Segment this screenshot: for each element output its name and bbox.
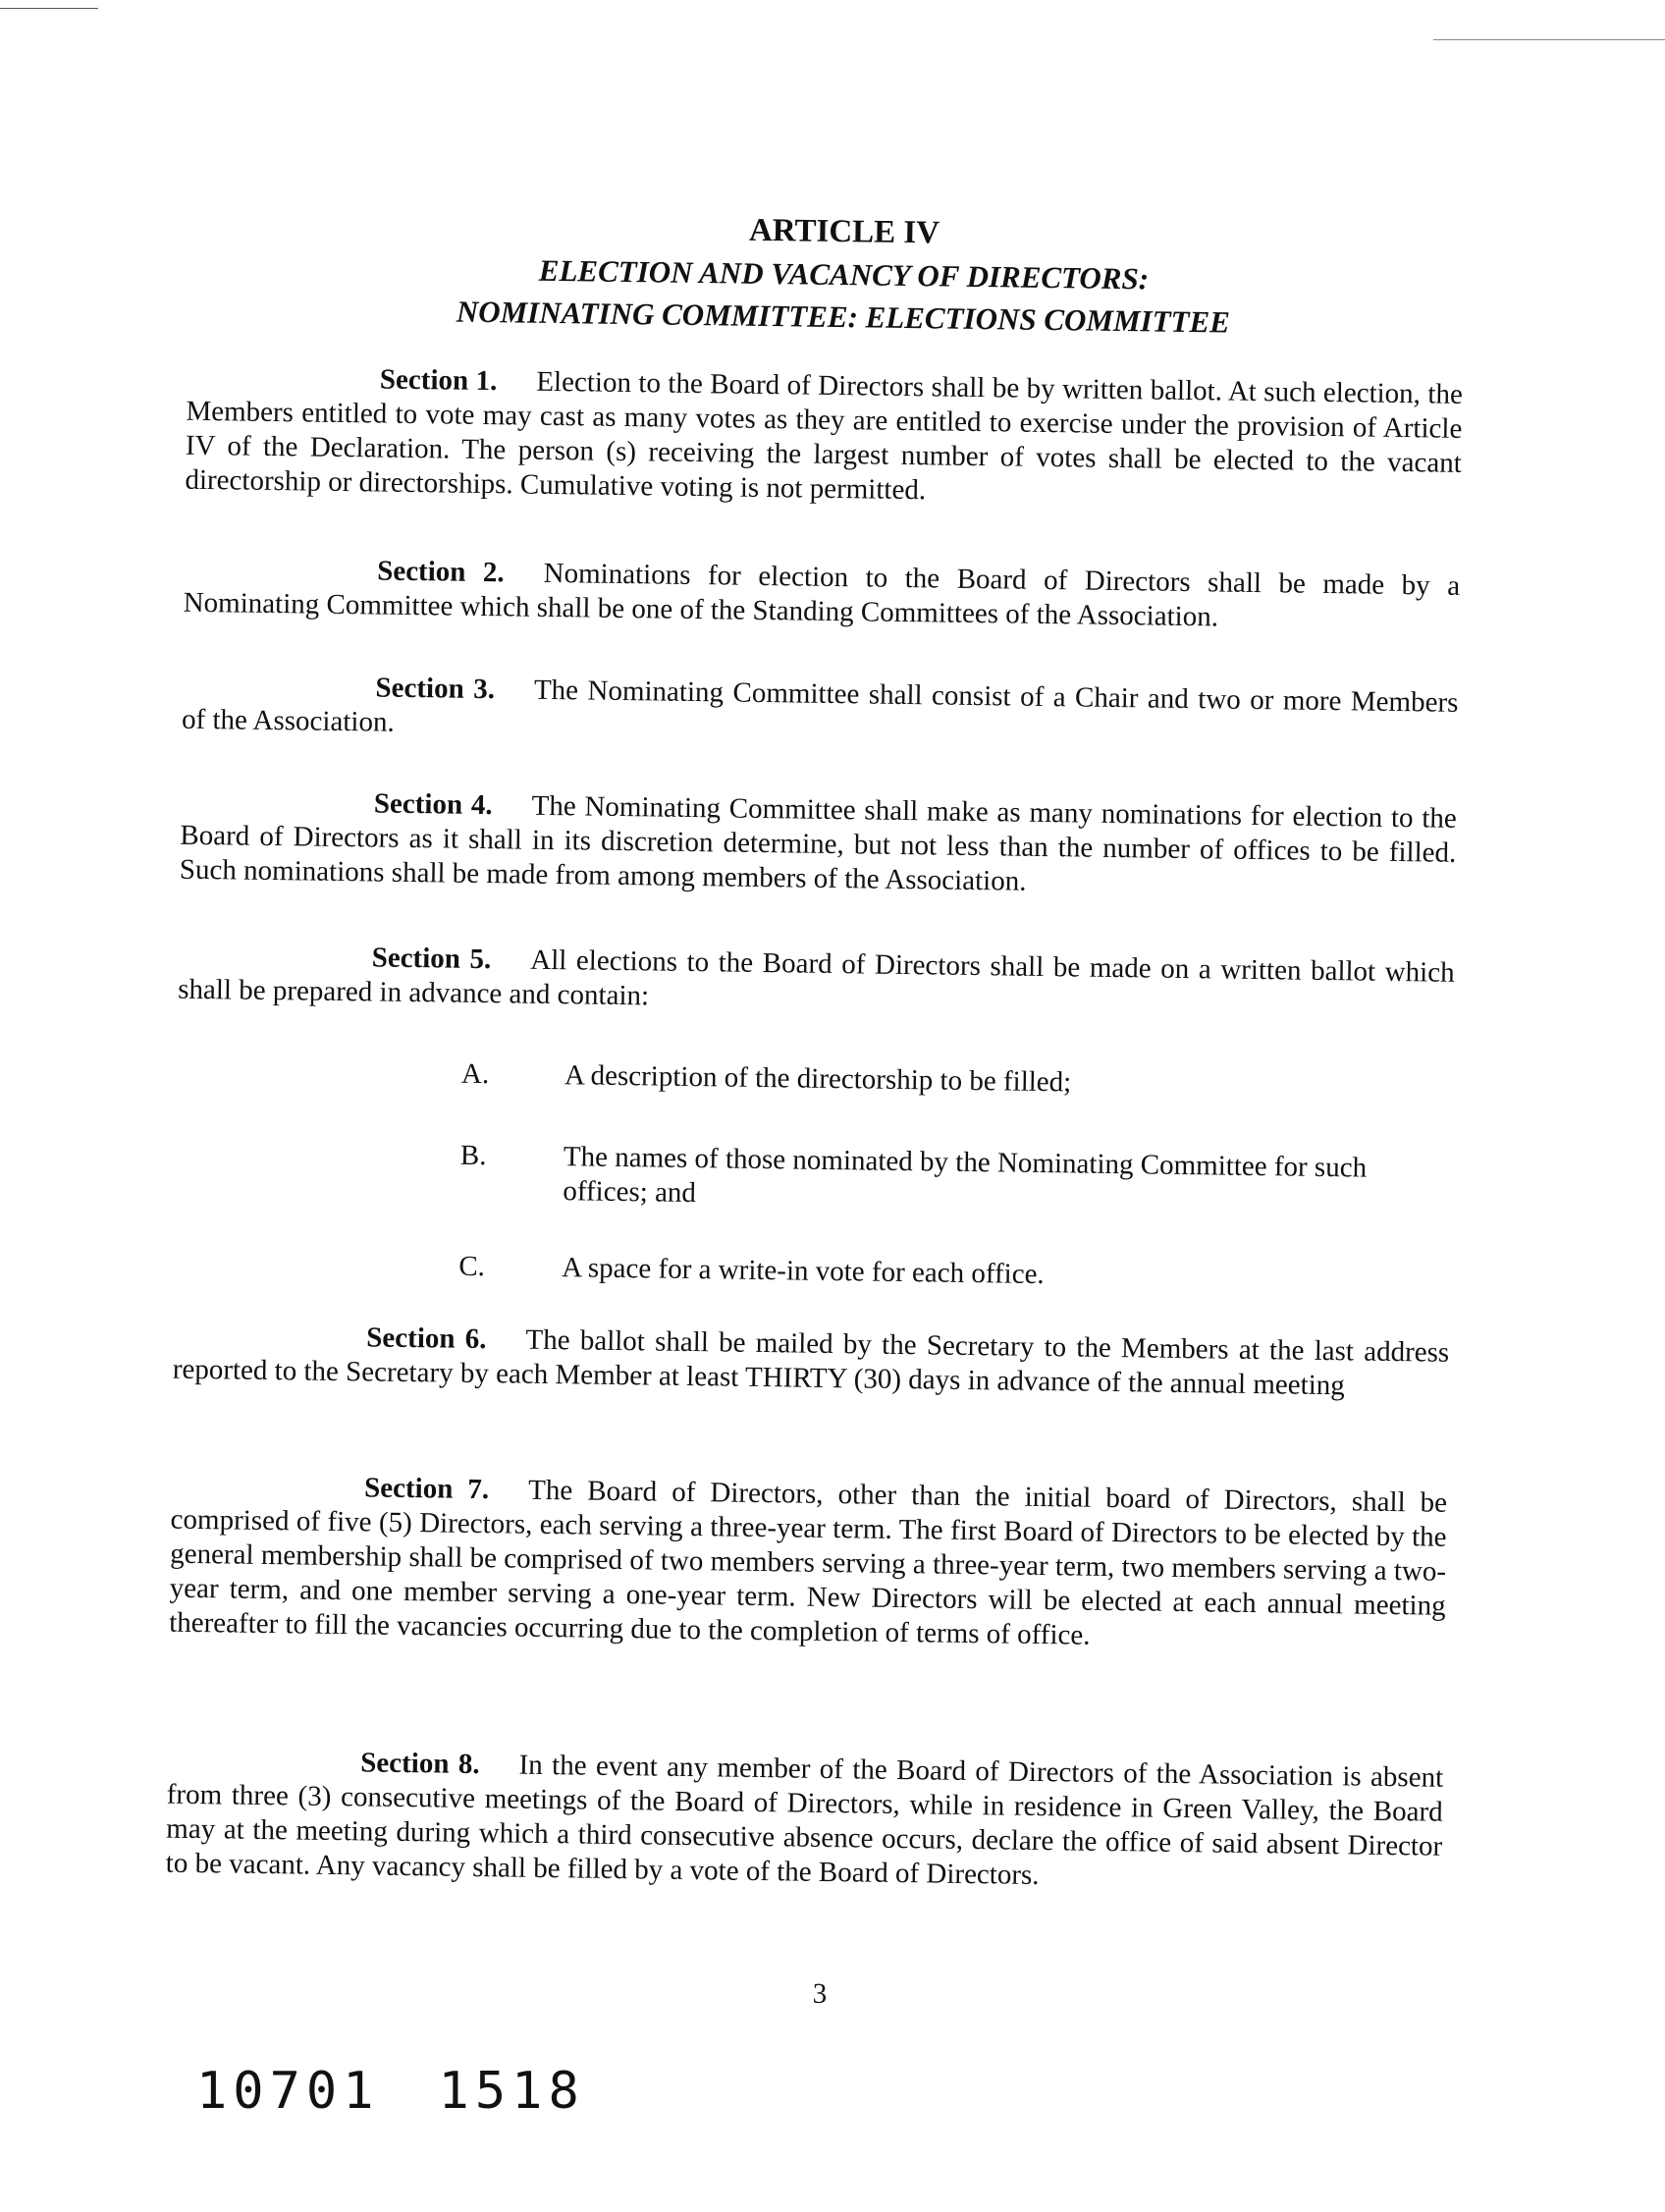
- section-2: [183, 552, 1460, 638]
- section-label: Section 7.: [363, 1472, 490, 1506]
- section-4: [180, 784, 1457, 905]
- section-text: Election to the Board of Directors shall be by written ballot. At such election, the Members entitled to vote may cast as many votes as they are entitled to exercise under the provision of Article IV of the Declaration. The person (s) receiving the largest number of votes shall be elected to the vacant directorship or directorships. Cumulative voting is not permitted.: [185, 365, 1464, 507]
- ballot-item-b: [459, 1139, 1452, 1210]
- section-text: Nominations for election to the Board of Directors shall be made by a Nominating Committee which shall be one of the Standing Committees of the Association.: [183, 557, 1461, 633]
- section-label: Section 1.: [379, 363, 498, 398]
- section-label: Section 5.: [371, 942, 492, 976]
- ballot-item-c: [458, 1250, 1451, 1291]
- page-number: 3: [812, 1977, 828, 2011]
- section-text: The Nominating Committee shall make as many nominations for election to the Board of Directors as it shall in its discretion determine, but not less than the number of offices to be filled. Such nominations shall be made from among members of the Association.: [179, 789, 1458, 897]
- document-number-part2: 1518: [438, 2062, 585, 2121]
- section-3: [182, 669, 1459, 755]
- section-5: [178, 939, 1455, 1025]
- section-text: The Board of Directors, other than the initial board of Directors, shall be comprised of five (5) Directors, each serving a three-year term. The first Board of Directors to be elected by the general membership shall be comprised of two members serving a three-year term, two members serving a two-year term, and one member serving a one-year term. New Directors will be elected at each annual meeting thereafter to fill the vacancies occurring due to the completion of terms of office.: [168, 1474, 1448, 1651]
- document-number: [196, 2062, 585, 2121]
- section-6: [173, 1319, 1450, 1405]
- section-label: Section 6.: [366, 1322, 487, 1356]
- article-subtitle-line2: NOMINATING COMMITTEE: ELECTIONS COMMITTEE: [456, 294, 1231, 340]
- section-8: [166, 1744, 1444, 1899]
- ballot-item-letter: A.: [460, 1057, 490, 1091]
- article-subtitle-line1: ELECTION AND VACANCY OF DIRECTORS:: [538, 252, 1150, 297]
- ballot-item-text: A space for a write-in vote for each office.: [562, 1252, 1045, 1291]
- section-7: [169, 1469, 1447, 1658]
- ballot-item-text: A description of the directorship to be filled;: [564, 1059, 1072, 1099]
- section-text: In the event any member of the Board of Directors of the Association is absent from three (3) consecutive meetings of the Board of Directors, while in residence in Green Valley, the Board may at the meeting during which a third consecutive absence occurs, declare the office of said absent Director to be vacant. Any vacancy shall be filled by a vote of the Board of Directors.: [165, 1749, 1444, 1892]
- section-label: Section 8.: [360, 1747, 480, 1781]
- section-text: All elections to the Board of Directors shall be made on a written ballot which shall be prepared in advance and contain:: [178, 944, 1455, 1012]
- ballot-item-text: The names of those nominated by the Nominating Committee for such offices; and: [563, 1141, 1368, 1210]
- section-label: Section 4.: [373, 787, 493, 822]
- section-text: The Nominating Committee shall consist of a Chair and two or more Members of the Association.: [181, 674, 1459, 738]
- ballot-item-a: [460, 1057, 1453, 1099]
- document-number-part1: 10701: [196, 2062, 380, 2121]
- section-1: [185, 360, 1463, 515]
- section-label: Section 3.: [375, 672, 496, 706]
- section-text: The ballot shall be mailed by the Secretary to the Members at the last address reported to the Secretary by each Member at least THIRTY (30) days in advance of the annual meeting: [172, 1323, 1450, 1402]
- ballot-item-letter: C.: [458, 1250, 486, 1283]
- section-label: Section 2.: [376, 555, 505, 589]
- ballot-item-letter: B.: [459, 1139, 487, 1172]
- article-title: ARTICLE IV: [748, 212, 940, 251]
